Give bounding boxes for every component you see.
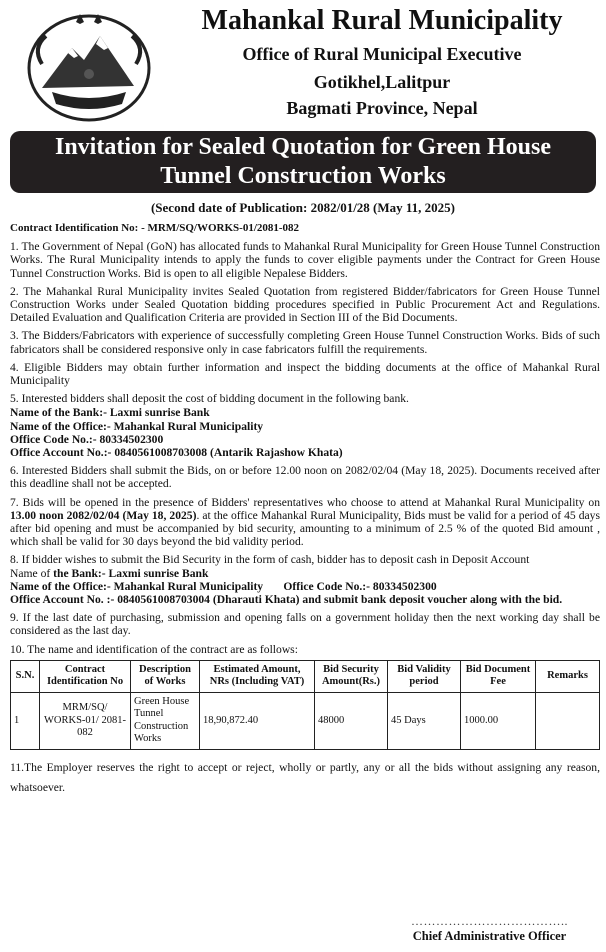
paragraph-6: 6. Interested Bidders shall submit the Bids, on or before 12.00 noon on 2082/02/04 (May 18, 2025). Documents received after this deadline shall not be accepted. <box>10 464 600 491</box>
table-cell: MRM/SQ/ WORKS-01/ 2081-082 <box>40 692 131 749</box>
nepal-emblem-icon <box>22 8 156 124</box>
municipality-name: Mahankal Rural Municipality <box>201 5 563 36</box>
office-name-field: Name of the Office:- Mahankal Rural Municipality <box>10 419 264 433</box>
paragraph-2: 2. The Mahankal Rural Municipality invites Sealed Quotation from registered Bidder/fabricators for Green House Tunnel Construction Works under Sealed Quotation bidding procedures specified in Public Procurement Act and Regulations. Detailed Evaluation and Qualification Criteria are provided in Section III of the Bid Documents. <box>10 284 600 325</box>
contract-table <box>10 660 600 750</box>
paragraph-7-end: . at the office Mahankal Rural Municipality, Bids must be valid for a period of 45 days after bid opening and must be accompanied by bid security, amounting to a minimum of 2.5 % of the quoted Bid amount , which shall be valid for 30 days beyond the bid validity period. <box>10 508 600 549</box>
table-header: Contract Identification No <box>40 660 131 692</box>
table-header: Bid Security Amount(Rs.) <box>315 660 388 692</box>
table-cell: Green House Tunnel Construction Works <box>131 692 200 749</box>
security-office-code: Office Code No.:- 80334502300 <box>283 579 437 593</box>
letterhead <box>0 0 606 128</box>
table-header: Estimated Amount, NRs (Including VAT) <box>200 660 315 692</box>
province: Bagmati Province, Nepal <box>286 98 478 118</box>
signatory-title: Chief Administrative Officer <box>412 929 567 943</box>
signature-line: ……………………………….. <box>411 914 568 928</box>
table-header: Bid Validity period <box>388 660 461 692</box>
office-code: Office Code No.:- 80334502300 <box>10 432 164 446</box>
security-account: Office Account No. :- 0840561008703004 (Dharauti Khata) and submit bank deposit voucher along with the bid. <box>10 593 563 607</box>
table-header: S.N. <box>11 660 40 692</box>
paragraph-9: 9. If the last date of purchasing, submission and opening falls on a government holiday then the next working day shall be considered as the last day. <box>10 611 600 638</box>
table-row <box>11 692 600 749</box>
paragraph-10: 10. The name and identification of the contract are as follows: <box>10 642 298 656</box>
table-cell: 45 Days <box>388 692 461 749</box>
table-cell: 48000 <box>315 692 388 749</box>
bank-details-fee <box>10 406 600 459</box>
table-cell: 1 <box>11 692 40 749</box>
office-name: Office of Rural Municipal Executive <box>242 44 522 64</box>
security-office-line <box>10 580 600 593</box>
contract-id-label: Contract Identification No: - <box>10 222 148 234</box>
table-header-row <box>11 660 600 692</box>
bank-name: Name of the Bank:- Laxmi sunrise Bank <box>10 406 210 420</box>
contract-id-value: MRM/SQ/WORKS-01/2081-082 <box>147 222 300 234</box>
paragraph-7-start: 7. Bids will be opened in the presence of Bidders' representatives who choose to attend at Mahankal Rural Municipality on <box>10 495 600 509</box>
paragraph-5: 5. Interested bidders shall deposit the cost of bidding document in the following bank. <box>10 392 409 406</box>
table-cell: 1000.00 <box>461 692 536 749</box>
paragraph-8: 8. If bidder wishes to submit the Bid Security in the form of cash, bidder has to deposit cash in Deposit Account <box>10 553 530 567</box>
office-address: Gotikhel,Lalitpur <box>313 72 451 92</box>
paragraph-4: 4. Eligible Bidders may obtain further information and inspect the bidding documents at the office of Mahankal Rural Municipality <box>10 360 600 388</box>
paragraph-11: 11.The Employer reserves the right to accept or reject, wholly or partly, any or all the bids without assigning any reason, whatsoever. <box>10 760 600 794</box>
paragraph-3: 3. The Bidders/Fabricators with experience of successfully completing Green House Tunnel Construction Works. Bids of such fabricators shall be considered responsive only in case fabricators fulfill the requirements. <box>10 329 600 356</box>
publication-date: (Second date of Publication: 2082/01/28 (May 11, 2025) <box>150 200 456 215</box>
paragraph-7 <box>10 496 600 549</box>
table-header: Bid Document Fee <box>461 660 536 692</box>
table-cell <box>536 692 600 749</box>
contract-id-line <box>10 222 600 235</box>
notice-title-line2: Tunnel Construction Works <box>160 163 446 189</box>
notice-title-banner <box>10 131 596 193</box>
paragraph-1: 1. The Government of Nepal (GoN) has allocated funds to Mahankal Rural Municipality for Green House Tunnel Construction Works. The Rural Municipality intends to apply the funds to cover eligible payments under the Contract for Green House Tunnel Construction Works. Bid is open to all eligible Nepalese Bidders. <box>10 240 600 280</box>
security-bank-name: the Bank:- Laxmi sunrise Bank <box>53 566 209 580</box>
office-account: Office Account No.:- 0840561008703008 (Antarik Rajashow Khata) <box>10 446 343 460</box>
opening-date: 13.00 noon 2082/02/04 (May 18, 2025) <box>10 508 197 522</box>
security-bank-prefix: Name of <box>10 566 54 580</box>
security-office-name: Name of the Office:- Mahankal Rural Municipality <box>10 579 264 593</box>
table-header: Remarks <box>536 660 600 692</box>
security-bank-line <box>10 567 600 580</box>
signature-block <box>411 914 568 944</box>
table-cell: 18,90,872.40 <box>200 692 315 749</box>
table-header: Description of Works <box>131 660 200 692</box>
bank-details-security <box>10 553 600 606</box>
notice-body <box>10 222 600 798</box>
notice-title-line1: Invitation for Sealed Quotation for Green House <box>54 134 551 160</box>
